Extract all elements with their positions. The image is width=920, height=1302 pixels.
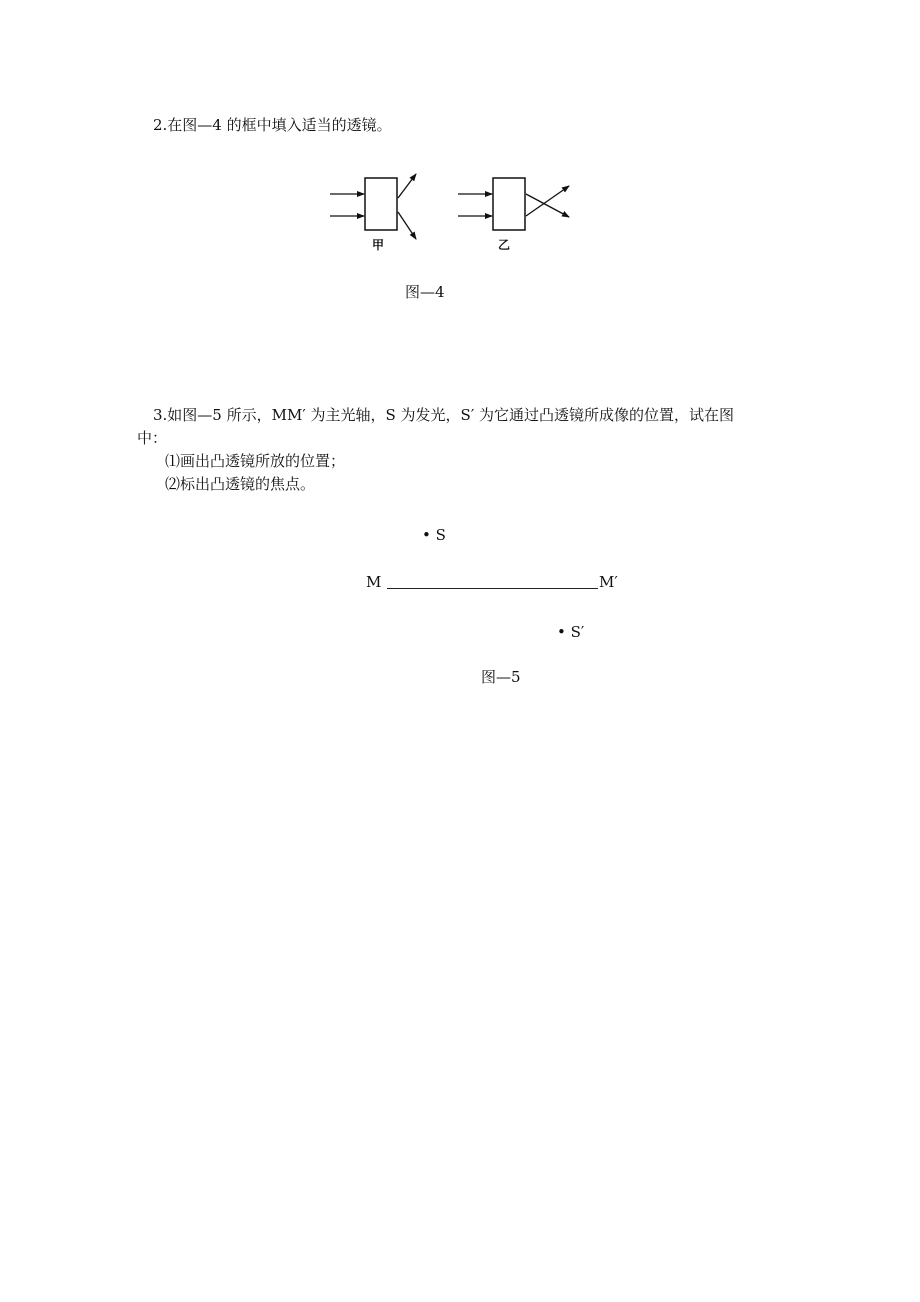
outgoing-ray — [398, 212, 416, 239]
outgoing-ray — [526, 186, 569, 216]
figure-4-caption: 图—4 — [405, 283, 445, 301]
figure-5-caption: 图—5 — [481, 668, 521, 686]
question-3-item-1: ⑴画出凸透镜所放的位置； — [165, 452, 346, 470]
axis-label-m-prime: M′ — [599, 573, 618, 591]
point-s-prime: • S′ — [557, 623, 585, 641]
figure-4-label-left: 甲 — [372, 238, 385, 252]
question-2-text: 2.在图—4 的框中填入适当的透镜。 — [153, 116, 392, 134]
principal-axis — [387, 588, 598, 589]
figure-4-diagram — [325, 168, 575, 258]
lens-box-right — [493, 178, 525, 230]
point-s: • S — [422, 526, 446, 544]
figure-4-label-right: 乙 — [498, 238, 511, 252]
question-3-line-2: 中： — [137, 429, 168, 447]
axis-label-m: M — [366, 573, 382, 591]
question-3-item-2: ⑵标出凸透镜的焦点。 — [165, 475, 316, 493]
outgoing-ray — [526, 194, 569, 217]
outgoing-ray — [398, 174, 416, 198]
lens-box-left — [365, 178, 397, 230]
question-3-line-1: 3.如图—5 所示，MM′ 为主光轴，S 为发光，S′ 为它通过凸透镜所成像的位置，试在图 — [153, 406, 735, 424]
